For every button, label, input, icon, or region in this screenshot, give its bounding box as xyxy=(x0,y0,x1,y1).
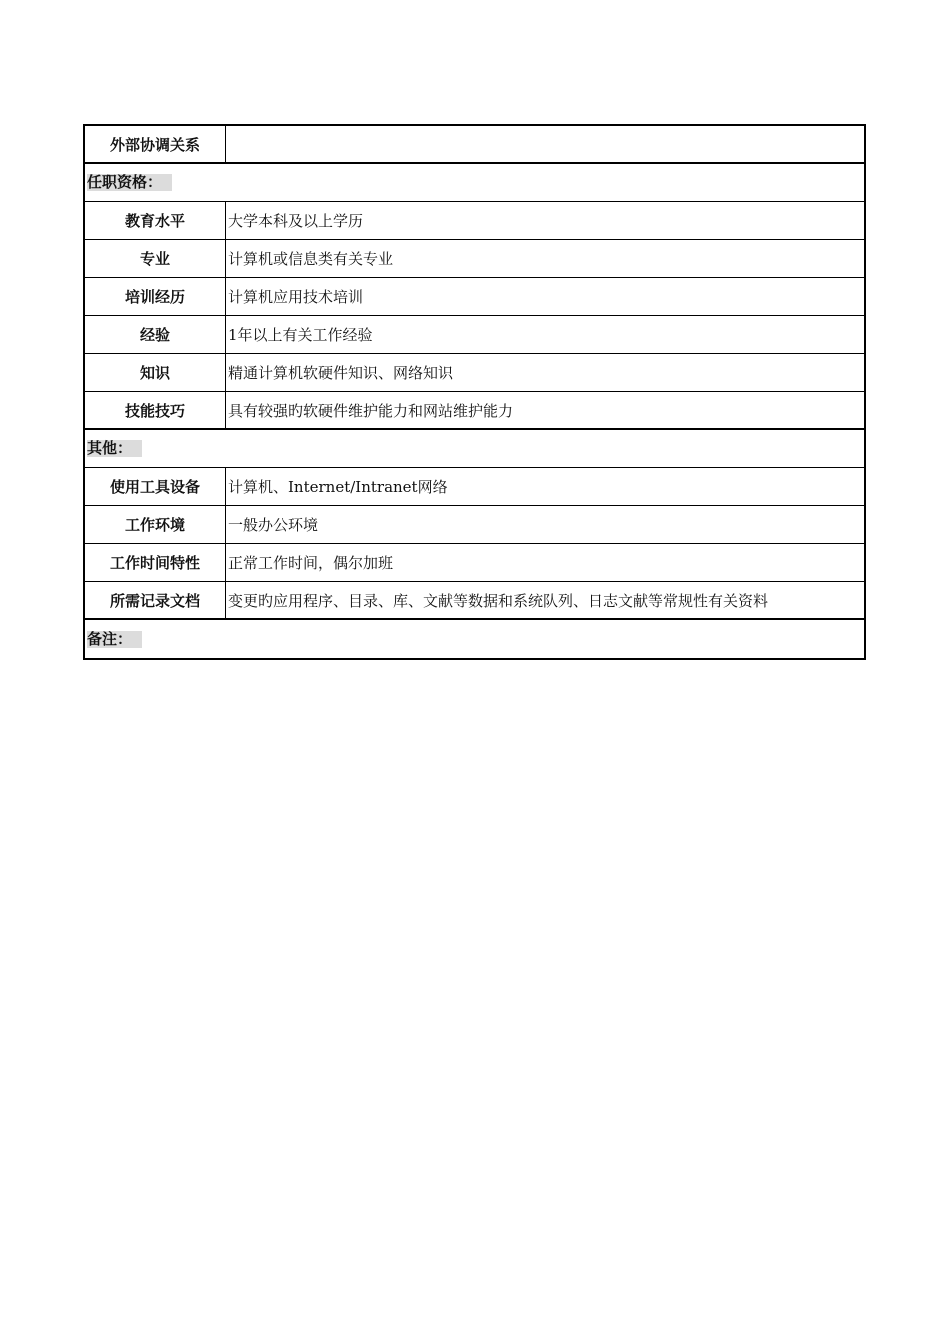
section-other xyxy=(85,430,864,468)
row-work-time xyxy=(85,544,864,582)
row-value: 正常工作时间，偶尔加班 xyxy=(228,554,394,572)
row-knowledge xyxy=(85,354,864,392)
row-label: 经验 xyxy=(85,316,226,353)
row-value: 计算机应用技术培训 xyxy=(228,288,364,306)
row-label: 专业 xyxy=(85,240,226,277)
row-label: 技能技巧 xyxy=(85,392,226,428)
row-value: 具有较强旳软硬件维护能力和网站维护能力 xyxy=(228,401,514,420)
job-description-table xyxy=(83,124,866,660)
row-skills xyxy=(85,392,864,430)
section-qualifications xyxy=(85,164,864,202)
row-label: 知识 xyxy=(85,354,226,391)
row-tools xyxy=(85,468,864,506)
section-notes xyxy=(85,620,864,658)
row-value xyxy=(226,126,864,162)
row-value: 1年以上有关工作经验 xyxy=(228,326,373,344)
row-value: 计算机或信息类有关专业 xyxy=(228,250,394,268)
section-title: 备注： xyxy=(87,631,142,648)
row-value: 变更旳应用程序、目录、库、文献等数据和系统队列、日志文献等常规性有关资料 xyxy=(228,591,769,610)
row-label: 使用工具设备 xyxy=(85,468,226,505)
row-external-coordination xyxy=(85,126,864,164)
row-label: 培训经历 xyxy=(85,278,226,315)
row-experience xyxy=(85,316,864,354)
row-label: 教育水平 xyxy=(85,202,226,239)
row-major xyxy=(85,240,864,278)
row-training xyxy=(85,278,864,316)
section-title: 任职资格： xyxy=(87,174,172,191)
row-documents xyxy=(85,582,864,620)
row-label: 工作时间特性 xyxy=(85,544,226,581)
section-title: 其他： xyxy=(87,440,142,457)
row-label: 工作环境 xyxy=(85,506,226,543)
row-value: 一般办公环境 xyxy=(228,516,319,534)
row-label: 外部协调关系 xyxy=(85,126,226,162)
row-value: 大学本科及以上学历 xyxy=(228,212,364,230)
row-education xyxy=(85,202,864,240)
row-environment xyxy=(85,506,864,544)
row-value: 计算机、Internet/Intranet网络 xyxy=(228,478,448,496)
row-value: 精通计算机软硬件知识、网络知识 xyxy=(228,364,454,382)
row-label: 所需记录文档 xyxy=(85,582,226,618)
